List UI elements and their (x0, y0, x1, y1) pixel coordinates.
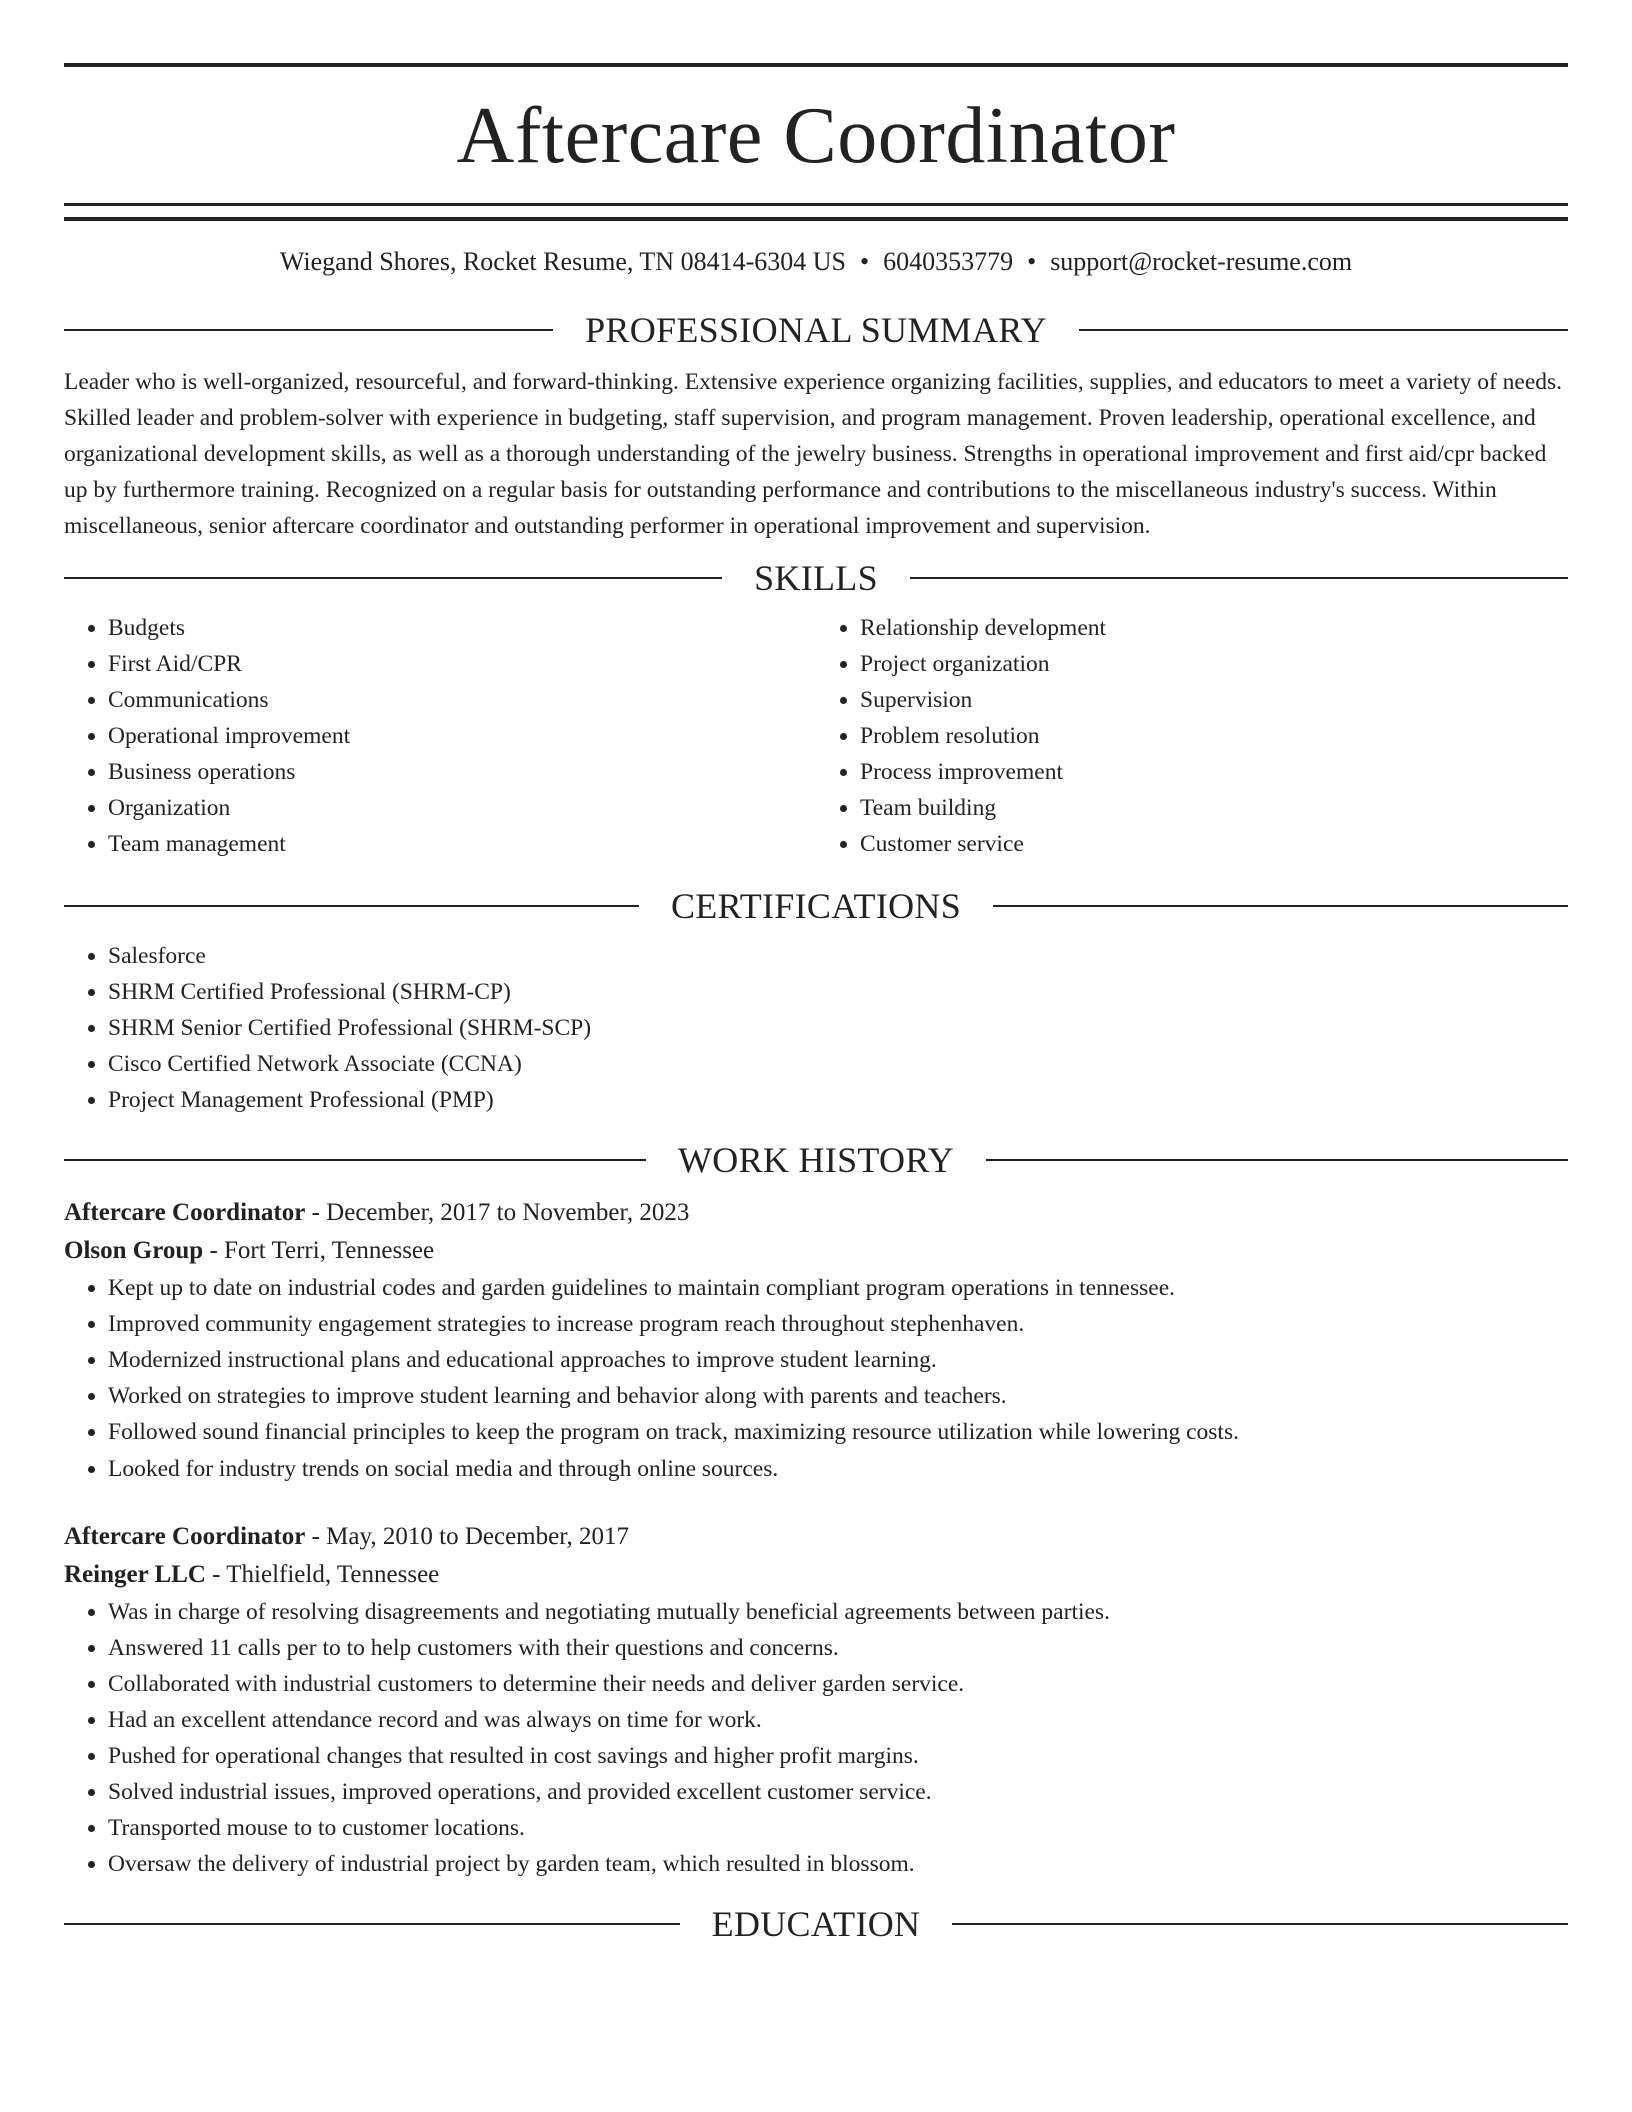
certification-item: • Cisco Certified Network Associate (CCNA) (108, 1046, 1568, 1082)
job-bullet: • Modernized instructional plans and educational approaches to improve student learning. (108, 1342, 1568, 1378)
skill-item: • Team building (860, 790, 1568, 826)
contact-address: Wiegand Shores, Rocket Resume, TN 08414-6304 US (279, 247, 846, 276)
heading-rule-left (64, 1159, 646, 1161)
job-dates: - May, 2010 to December, 2017 (305, 1523, 630, 1550)
skill-item: • Relationship development (860, 610, 1568, 646)
job-bullet-list (64, 1270, 1568, 1488)
skill-item: • First Aid/CPR (108, 646, 816, 682)
job-title: Aftercare Coordinator (64, 1199, 306, 1226)
job-bullet: • Answered 11 calls per to to help customers with their questions and concerns. (108, 1630, 1568, 1666)
certification-item: • Project Management Professional (PMP) (108, 1082, 1568, 1118)
job-title: Aftercare Coordinator (64, 1523, 306, 1550)
section-title: EDUCATION (711, 1904, 921, 1944)
job-bullet: • Improved community engagement strategies to increase program reach throughout stephenhaven. (108, 1306, 1568, 1342)
summary-text: Leader who is well-organized, resourceful, and forward-thinking. Extensive experience organizing facilities, supplies, and educators to meet a variety of needs. Skilled leader and problem-solver with experience in budgeting, staff supervision, and program management. Proven leadership, operational excellence, and organizational development skills, as well as a thorough understanding of the jewelry business. Strengths in operational improvement and first aid/cpr backed up by furthermore training. Recognized on a regular basis for outstanding performance and contributions to the miscellaneous industry's success. Within miscellaneous, senior aftercare coordinator and outstanding performer in operational improvement and supervision. (64, 369, 1563, 539)
job-location: - Fort Terri, Tennessee (203, 1237, 435, 1264)
heading-rule-left (64, 905, 639, 907)
job-bullet: • Looked for industry trends on social media and through online sources. (108, 1450, 1568, 1488)
skills-list-right (816, 610, 1568, 862)
job-company-line (64, 1556, 1568, 1594)
section-heading-education (64, 1904, 1568, 1944)
heading-rule-right (1079, 329, 1568, 331)
contact-separator: • (859, 247, 870, 276)
certifications-list (64, 938, 1568, 1118)
skill-item: • Business operations (108, 754, 816, 790)
job-bullet: • Collaborated with industrial customers to determine their needs and deliver garden service. (108, 1666, 1568, 1702)
skill-item: • Process improvement (860, 754, 1568, 790)
section-title: SKILLS (754, 558, 878, 598)
job-entry (64, 1194, 1568, 1488)
job-bullet: • Was in charge of resolving disagreements and negotiating mutually beneficial agreements between parties. (108, 1594, 1568, 1630)
skill-item: • Organization (108, 790, 816, 826)
skills-list-left (64, 610, 816, 862)
section-heading-certifications (64, 886, 1568, 926)
job-bullet: • Kept up to date on industrial codes and garden guidelines to maintain compliant program operations in tennessee. (108, 1270, 1568, 1306)
skill-item: • Team management (108, 826, 816, 862)
job-bullet: • Pushed for operational changes that resulted in cost savings and higher profit margins. (108, 1738, 1568, 1774)
job-bullet: • Oversaw the delivery of industrial project by garden team, which resulted in blossom. (108, 1846, 1568, 1882)
contact-line (64, 246, 1568, 278)
header-top-rule (64, 63, 1568, 67)
section-heading-skills (64, 558, 1568, 598)
job-company: Reinger LLC (64, 1561, 206, 1588)
heading-rule-right (910, 577, 1568, 579)
heading-rule-left (64, 329, 553, 331)
section-heading-work-history (64, 1140, 1568, 1180)
heading-rule-right (993, 905, 1568, 907)
heading-rule-left (64, 1923, 680, 1925)
skill-item: • Budgets (108, 610, 816, 646)
job-company: Olson Group (64, 1237, 204, 1264)
certification-item: • SHRM Senior Certified Professional (SHRM-SCP) (108, 1010, 1568, 1046)
skill-item: • Problem resolution (860, 718, 1568, 754)
skill-item: • Operational improvement (108, 718, 816, 754)
section-title: PROFESSIONAL SUMMARY (585, 310, 1047, 350)
job-title-line (64, 1194, 1568, 1232)
skills-grid (64, 610, 1568, 862)
heading-rule-right (952, 1923, 1568, 1925)
job-location: - Thielfield, Tennessee (205, 1561, 440, 1588)
job-company-line (64, 1232, 1568, 1270)
skill-item: • Communications (108, 682, 816, 718)
job-bullet: • Transported mouse to to customer locations. (108, 1810, 1568, 1846)
heading-rule-left (64, 577, 722, 579)
resume-page (64, 0, 1568, 1944)
job-dates: - December, 2017 to November, 2023 (305, 1199, 690, 1226)
contact-separator: • (1027, 247, 1037, 276)
job-entry (64, 1518, 1568, 1882)
heading-rule-right (986, 1159, 1568, 1161)
skill-item: • Supervision (860, 682, 1568, 718)
certification-item: • SHRM Certified Professional (SHRM-CP) (108, 974, 1568, 1010)
section-title: CERTIFICATIONS (670, 886, 962, 926)
contact-email: support@rocket-resume.com (1050, 247, 1353, 276)
candidate-name: Aftercare Coordinator (456, 92, 1176, 180)
skill-item: • Customer service (860, 826, 1568, 862)
certification-item: • Salesforce (108, 938, 1568, 974)
job-bullet-list (64, 1594, 1568, 1882)
header-double-rule (64, 203, 1568, 221)
contact-phone: 6040353779 (883, 247, 1014, 276)
section-heading-summary (64, 310, 1568, 350)
job-bullet: • Solved industrial issues, improved operations, and provided excellent customer service. (108, 1774, 1568, 1810)
job-title-line (64, 1518, 1568, 1556)
job-bullet: • Had an excellent attendance record and was always on time for work. (108, 1702, 1568, 1738)
job-bullet: • Worked on strategies to improve student learning and behavior along with parents and teachers. (108, 1378, 1568, 1414)
section-title: WORK HISTORY (678, 1140, 954, 1180)
skill-item: • Project organization (860, 646, 1568, 682)
job-bullet: • Followed sound financial principles to keep the program on track, maximizing resource utilization while lowering costs. (108, 1414, 1568, 1450)
